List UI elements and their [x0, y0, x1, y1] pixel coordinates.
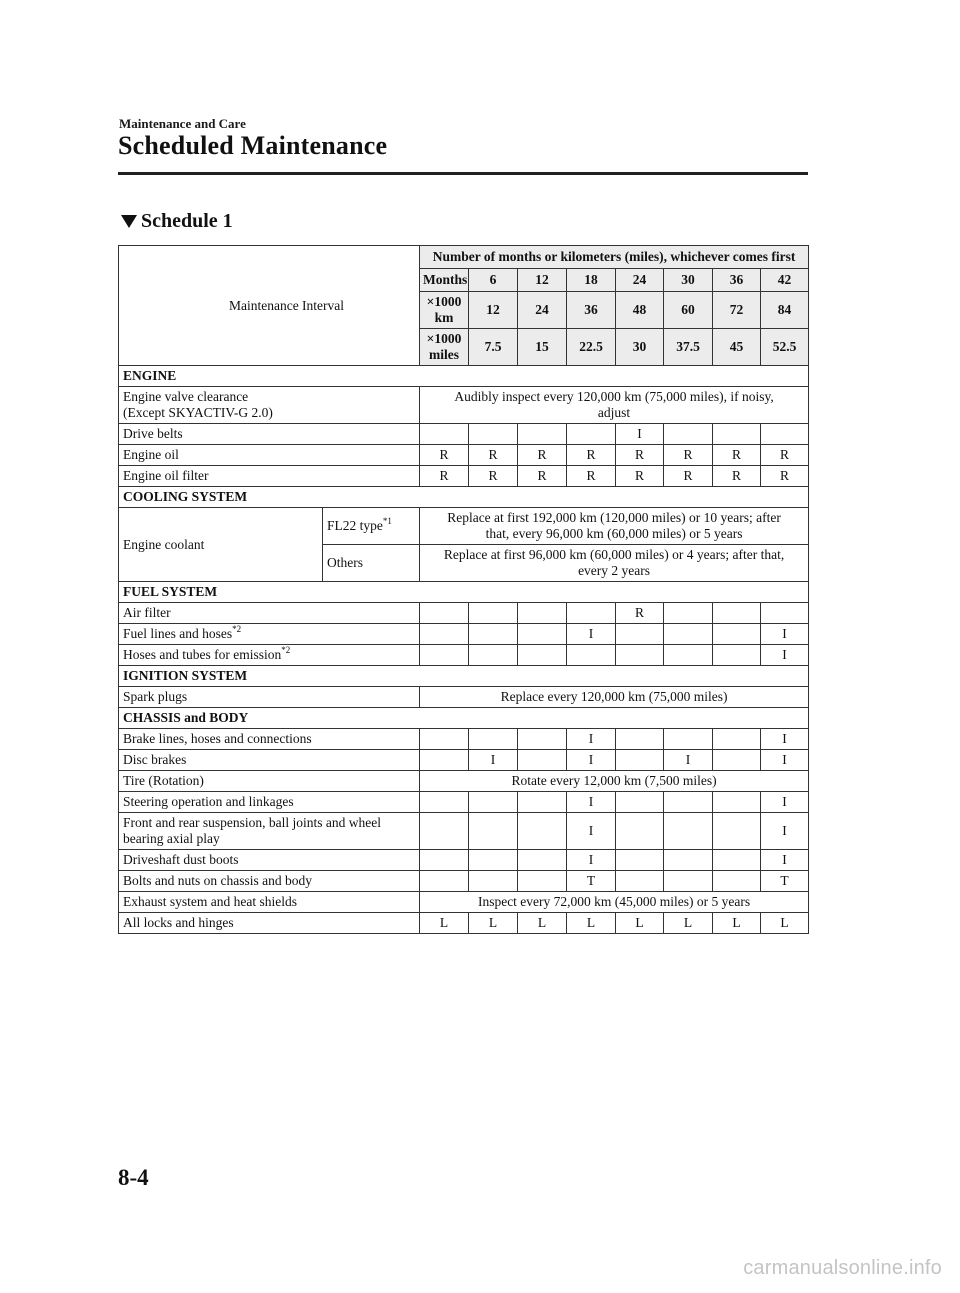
schedule-cell: [713, 645, 761, 666]
miles-label: ×1000 miles: [420, 329, 469, 366]
schedule-cell: [469, 624, 518, 645]
schedule-cell: [713, 750, 761, 771]
schedule-cell: L: [518, 913, 567, 934]
item-note-line: Replace at first 192,000 km (120,000 miles) or 10 years; after: [447, 510, 781, 525]
schedule-cell: [567, 424, 616, 445]
schedule-cell: T: [567, 871, 616, 892]
schedule-cell: L: [469, 913, 518, 934]
schedule-cell: I: [567, 750, 616, 771]
item-note-line: Audibly inspect every 120,000 km (75,000 miles), if noisy,: [454, 389, 774, 404]
schedule-cell: [664, 871, 713, 892]
schedule-cell: [664, 603, 713, 624]
schedule-cell: [469, 871, 518, 892]
item-note-line: Replace at first 96,000 km (60,000 miles) or 4 years; after that,: [443, 547, 785, 562]
schedule-cell: [469, 645, 518, 666]
item-label: [119, 624, 420, 645]
km-cell: 12: [469, 292, 518, 329]
item-label-line: (Except SKYACTIV-G 2.0): [123, 405, 273, 420]
item-sublabel-text: FL22 type: [327, 518, 383, 533]
schedule-cell: [420, 624, 469, 645]
schedule-cell: R: [420, 466, 469, 487]
schedule-cell: R: [713, 445, 761, 466]
miles-cell: 45: [713, 329, 761, 366]
miles-cell: 22.5: [567, 329, 616, 366]
page-number: 8-4: [118, 1165, 149, 1190]
miles-cell: 7.5: [469, 329, 518, 366]
section-row-chassis: [119, 708, 809, 729]
schedule-cell: L: [713, 913, 761, 934]
schedule-cell: [518, 603, 567, 624]
item-label: [119, 813, 420, 850]
table-row: [119, 850, 809, 871]
schedule-cell: [469, 729, 518, 750]
item-note: [420, 387, 809, 424]
schedule-cell: [469, 850, 518, 871]
section-row-cooling: [119, 487, 809, 508]
schedule-cell: T: [761, 871, 809, 892]
schedule-cell: R: [761, 445, 809, 466]
schedule-cell: [713, 624, 761, 645]
item-label-text: Hoses and tubes for emission: [123, 647, 282, 662]
interval-note-header: Number of months or kilometers (miles), whichever comes first: [420, 246, 809, 269]
schedule-cell: [567, 645, 616, 666]
schedule-cell: R: [616, 603, 664, 624]
table-row: [119, 445, 809, 466]
schedule-cell: [664, 813, 713, 850]
section-title: FUEL SYSTEM: [119, 582, 809, 603]
schedule-cell: [616, 813, 664, 850]
months-cell: 6: [469, 269, 518, 292]
item-label: Exhaust system and heat shields: [119, 892, 420, 913]
months-cell: 18: [567, 269, 616, 292]
page-title: Scheduled Maintenance: [118, 131, 388, 160]
item-label: Bolts and nuts on chassis and body: [119, 871, 420, 892]
schedule-cell: [616, 792, 664, 813]
schedule-cell: R: [567, 466, 616, 487]
section-title: IGNITION SYSTEM: [119, 666, 809, 687]
section-title: ENGINE: [119, 366, 809, 387]
item-label: Disc brakes: [119, 750, 420, 771]
item-note-line: adjust: [597, 405, 631, 420]
schedule-cell: R: [664, 466, 713, 487]
schedule-cell: I: [469, 750, 518, 771]
schedule-cell: [713, 871, 761, 892]
item-label: [119, 387, 420, 424]
schedule-cell: [713, 603, 761, 624]
table-row: [119, 913, 809, 934]
item-label: Engine oil: [119, 445, 420, 466]
schedule-cell: [713, 850, 761, 871]
schedule-heading-text: Schedule 1: [141, 210, 233, 232]
item-sublabel: Others: [323, 545, 420, 582]
schedule-cell: [518, 645, 567, 666]
item-label: Engine oil filter: [119, 466, 420, 487]
km-cell: 84: [761, 292, 809, 329]
item-label-line: Engine valve clearance: [123, 389, 249, 404]
schedule-cell: R: [713, 466, 761, 487]
schedule-cell: [420, 645, 469, 666]
item-label: [119, 645, 420, 666]
table-row: [119, 508, 809, 545]
table-row: [119, 813, 809, 850]
schedule-cell: [420, 813, 469, 850]
months-cell: 24: [616, 269, 664, 292]
miles-cell: 37.5: [664, 329, 713, 366]
table-row: [119, 750, 809, 771]
schedule-cell: I: [616, 424, 664, 445]
schedule-cell: L: [616, 913, 664, 934]
schedule-cell: R: [420, 445, 469, 466]
schedule-cell: [664, 792, 713, 813]
table-row: [119, 645, 809, 666]
schedule-cell: R: [616, 466, 664, 487]
schedule-cell: [469, 603, 518, 624]
schedule-cell: I: [761, 813, 809, 850]
schedule-cell: [616, 871, 664, 892]
schedule-cell: [616, 729, 664, 750]
item-note: [420, 545, 809, 582]
schedule-cell: R: [567, 445, 616, 466]
table-row: [119, 424, 809, 445]
schedule-cell: [420, 792, 469, 813]
schedule-cell: L: [761, 913, 809, 934]
schedule-cell: [518, 871, 567, 892]
schedule-cell: [664, 624, 713, 645]
item-label: Engine coolant: [119, 508, 323, 582]
schedule-cell: [761, 603, 809, 624]
schedule-cell: I: [567, 624, 616, 645]
header-row-note: [119, 246, 809, 269]
item-label: Driveshaft dust boots: [119, 850, 420, 871]
schedule-cell: I: [761, 729, 809, 750]
footnote-mark: *1: [382, 515, 392, 526]
item-sublabel: [323, 508, 420, 545]
schedule-cell: I: [567, 729, 616, 750]
schedule-cell: [567, 603, 616, 624]
schedule-cell: [761, 424, 809, 445]
section-title: CHASSIS and BODY: [119, 708, 809, 729]
schedule-cell: [664, 424, 713, 445]
footnote-mark: *2: [281, 644, 291, 655]
item-note-line: that, every 96,000 km (60,000 miles) or 5 years: [485, 526, 743, 541]
item-label: Air filter: [119, 603, 420, 624]
schedule-cell: I: [761, 750, 809, 771]
schedule-cell: L: [664, 913, 713, 934]
item-note: [420, 508, 809, 545]
schedule-cell: I: [761, 792, 809, 813]
item-note: Inspect every 72,000 km (45,000 miles) or 5 years: [420, 892, 809, 913]
km-cell: 36: [567, 292, 616, 329]
schedule-cell: [469, 813, 518, 850]
km-cell: 60: [664, 292, 713, 329]
section-row-engine: [119, 366, 809, 387]
schedule-cell: [420, 729, 469, 750]
title-rule: [118, 172, 808, 175]
schedule-cell: R: [518, 445, 567, 466]
schedule-cell: [469, 792, 518, 813]
section-row-ignition: [119, 666, 809, 687]
schedule-cell: [713, 729, 761, 750]
miles-cell: 30: [616, 329, 664, 366]
schedule-cell: [664, 645, 713, 666]
schedule-cell: R: [761, 466, 809, 487]
maintenance-interval-header: Maintenance Interval: [119, 246, 420, 366]
schedule-cell: [420, 850, 469, 871]
table-row: [119, 771, 809, 792]
schedule-cell: [420, 871, 469, 892]
item-label-text: Fuel lines and hoses: [123, 626, 233, 641]
table-row: [119, 792, 809, 813]
watermark: carmanualsonline.info: [743, 1257, 942, 1279]
months-label: Months: [420, 269, 469, 292]
item-label: All locks and hinges: [119, 913, 420, 934]
schedule-cell: I: [567, 792, 616, 813]
km-cell: 72: [713, 292, 761, 329]
section-title: COOLING SYSTEM: [119, 487, 809, 508]
item-note: Replace every 120,000 km (75,000 miles): [420, 687, 809, 708]
schedule-cell: [616, 624, 664, 645]
months-cell: 36: [713, 269, 761, 292]
schedule-cell: L: [420, 913, 469, 934]
schedule-cell: [420, 750, 469, 771]
item-label: Steering operation and linkages: [119, 792, 420, 813]
schedule-cell: [713, 424, 761, 445]
table-row: [119, 624, 809, 645]
table-row: [119, 603, 809, 624]
schedule-cell: R: [664, 445, 713, 466]
schedule-cell: [469, 424, 518, 445]
item-note: Rotate every 12,000 km (7,500 miles): [420, 771, 809, 792]
schedule-cell: [713, 792, 761, 813]
schedule-cell: [518, 850, 567, 871]
months-cell: 42: [761, 269, 809, 292]
section-row-fuel: [119, 582, 809, 603]
item-label: Drive belts: [119, 424, 420, 445]
table-row: [119, 892, 809, 913]
table-row: [119, 387, 809, 424]
item-label: Brake lines, hoses and connections: [119, 729, 420, 750]
schedule-cell: [664, 850, 713, 871]
km-cell: 24: [518, 292, 567, 329]
months-cell: 12: [518, 269, 567, 292]
item-note-line: every 2 years: [578, 563, 651, 578]
schedule-cell: [518, 813, 567, 850]
item-label-line: bearing axial play: [123, 831, 220, 846]
item-label: Spark plugs: [119, 687, 420, 708]
schedule-cell: [713, 813, 761, 850]
schedule-cell: [518, 792, 567, 813]
table-row: [119, 729, 809, 750]
schedule-cell: R: [469, 445, 518, 466]
maintenance-schedule-table: [118, 245, 809, 934]
months-cell: 30: [664, 269, 713, 292]
miles-cell: 15: [518, 329, 567, 366]
schedule-cell: [664, 729, 713, 750]
schedule-cell: [518, 424, 567, 445]
schedule-cell: [616, 750, 664, 771]
schedule-cell: I: [761, 624, 809, 645]
miles-cell: 52.5: [761, 329, 809, 366]
schedule-cell: R: [469, 466, 518, 487]
schedule-cell: I: [761, 850, 809, 871]
schedule-cell: R: [616, 445, 664, 466]
table-row: [119, 687, 809, 708]
item-label: Tire (Rotation): [119, 771, 420, 792]
schedule-cell: I: [567, 813, 616, 850]
schedule-cell: [616, 850, 664, 871]
schedule-heading: [121, 210, 233, 233]
footnote-mark: *2: [232, 623, 242, 634]
schedule-cell: I: [664, 750, 713, 771]
item-label-line: Front and rear suspension, ball joints and wheel: [123, 815, 381, 830]
table-row: [119, 871, 809, 892]
triangle-down-icon: [121, 215, 137, 228]
table-row: [119, 466, 809, 487]
schedule-cell: [518, 624, 567, 645]
schedule-cell: L: [567, 913, 616, 934]
schedule-cell: [518, 729, 567, 750]
km-cell: 48: [616, 292, 664, 329]
schedule-cell: [420, 424, 469, 445]
km-label: ×1000 km: [420, 292, 469, 329]
section-label: Maintenance and Care: [119, 116, 246, 131]
schedule-cell: [616, 645, 664, 666]
schedule-cell: I: [567, 850, 616, 871]
schedule-cell: [518, 750, 567, 771]
schedule-cell: [420, 603, 469, 624]
schedule-cell: I: [761, 645, 809, 666]
schedule-cell: R: [518, 466, 567, 487]
